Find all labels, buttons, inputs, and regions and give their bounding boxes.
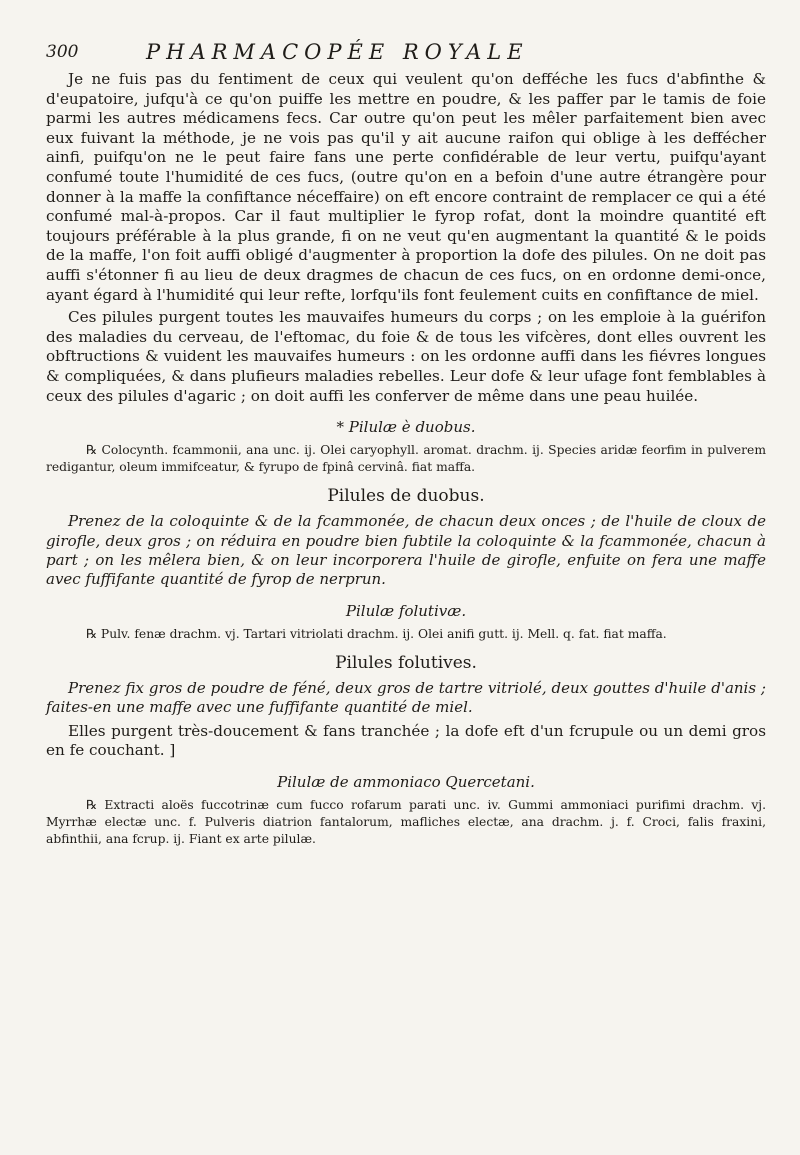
latin-recipe-title: * Pilulæ è duobus. xyxy=(336,418,476,437)
page-number: 300 xyxy=(46,42,79,62)
latin-recipe-title: Pilulæ folutivæ. xyxy=(345,601,467,620)
latin-recipe-title: Pilulæ de ammoniaco Quercetani. xyxy=(277,772,535,791)
french-recipe-title: Pilules folutives. xyxy=(335,652,477,673)
latin-recipe-text: ℞ Extracti aloës fuccotrinæ cum fucco rofarum parati unc. iv. Gummi ammoniaci purifimi drachm. vj. Myrrhæ electæ unc. f. Pulveris diatrion fantalorum, mafliches electæ, ana drachm. j. f. Croci, falis fraxini, abfinthii, ana fcrup. ij. Fiant ex arte pilulæ. xyxy=(46,797,766,846)
recipe-ammoniaco xyxy=(46,773,766,848)
french-recipe-text: Prenez fix gros de poudre de féné, deux gros de tartre vitriolé, deux gouttes d'huile d'anis ; faites-en une maffe avec une fuffifante quantité de miel. xyxy=(46,678,766,717)
running-title: PHARMACOPÉE ROYALE xyxy=(146,40,529,64)
latin-recipe-text: ℞ Colocynth. fcammonii, ana unc. ij. Olei caryophyll. aromat. drachm. ij. Species aridæ feorfim in pulverem redigantur, oleum immifceatur, & fyrupo de fpinâ cervinâ. fiat maffa. xyxy=(46,443,766,475)
recipe-duobus xyxy=(46,418,766,590)
intro-paragraph-2: Ces pilules purgent toutes les mauvaifes humeurs du corps ; on les emploie à la guérifon des maladies du cerveau, de l'eftomac, du foie & de tous les vifcères, dont elles ouvrent les obftructions & vuident les mauvaifes humeurs : on les ordonne auffi dans les fiévres longues & compliquées, & dans plufieurs maladies rebelles. Leur dofe & leur ufage font femblables à ceux des pilules d'agaric ; on doit auffi les conferver de même dans une peau huilée. xyxy=(46,308,766,405)
french-recipe-title: Pilules de duobus. xyxy=(327,486,485,507)
recipe-note: Elles purgent très-doucement & fans tranchée ; la dofe eft d'un fcrupule ou un demi gros en fe couchant. ] xyxy=(46,721,766,760)
recipe-solutivae xyxy=(46,602,766,761)
intro-paragraph-1: Je ne fuis pas du fentiment de ceux qui veulent qu'on defféche les fucs d'abfinthe & d'eupatoire, jufqu'à ce qu'on puiffe les mettre en poudre, & les paffer par le tamis de foie parmi les autres médicamens fecs. Car outre qu'on peut les mêler parfaitement bien avec eux fuivant la méthode, je ne vois pas qu'il y ait aucune raifon qui oblige à les deffécher ainfi, puifqu'on ne le peut faire fans une perte confidérable de leur vertu, puifqu'ayant confumé toute l'humidité de ces fucs, (outre qu'on en a befoin d'une autre étrangère pour donner à la maffe la confiftance néceffaire) on eft encore contraint de remplacer ce qui a été confumé mal-à-propos. Car il faut multiplier le fyrop rofat, dont la moindre quantité eft toujours préférable à la plus grande, fi on ne veut qu'en augmentant la quantité & le poids de la maffe, l'on foit auffi obligé d'augmenter à proportion la dofe des pilules. On ne doit pas auffi s'étonner fi au lieu de deux dragmes de chacun de ces fucs, on en ordonne demi-once, ayant égard à l'humidité qui leur refte, lorfqu'ils font feulement cuits en confiftance de miel. xyxy=(46,70,766,304)
latin-recipe-text: ℞ Pulv. fenæ drachm. vj. Tartari vitriolati drachm. ij. Olei anifi gutt. ij. Mell. q. fat. fiat maffa. xyxy=(86,626,667,641)
running-head xyxy=(46,40,766,70)
french-recipe-text: Prenez de la coloquinte & de la fcammonée, de chacun deux onces ; de l'huile de cloux de girofle, deux gros ; on réduira en poudre bien fubtile la coloquinte & la fcammonée, chacun à part ; on les mêlera bien, & on leur incorporera l'huile de girofle, enfuite on fera une maffe avec fuffifante quantité de fyrop de nerprun. xyxy=(46,512,766,589)
